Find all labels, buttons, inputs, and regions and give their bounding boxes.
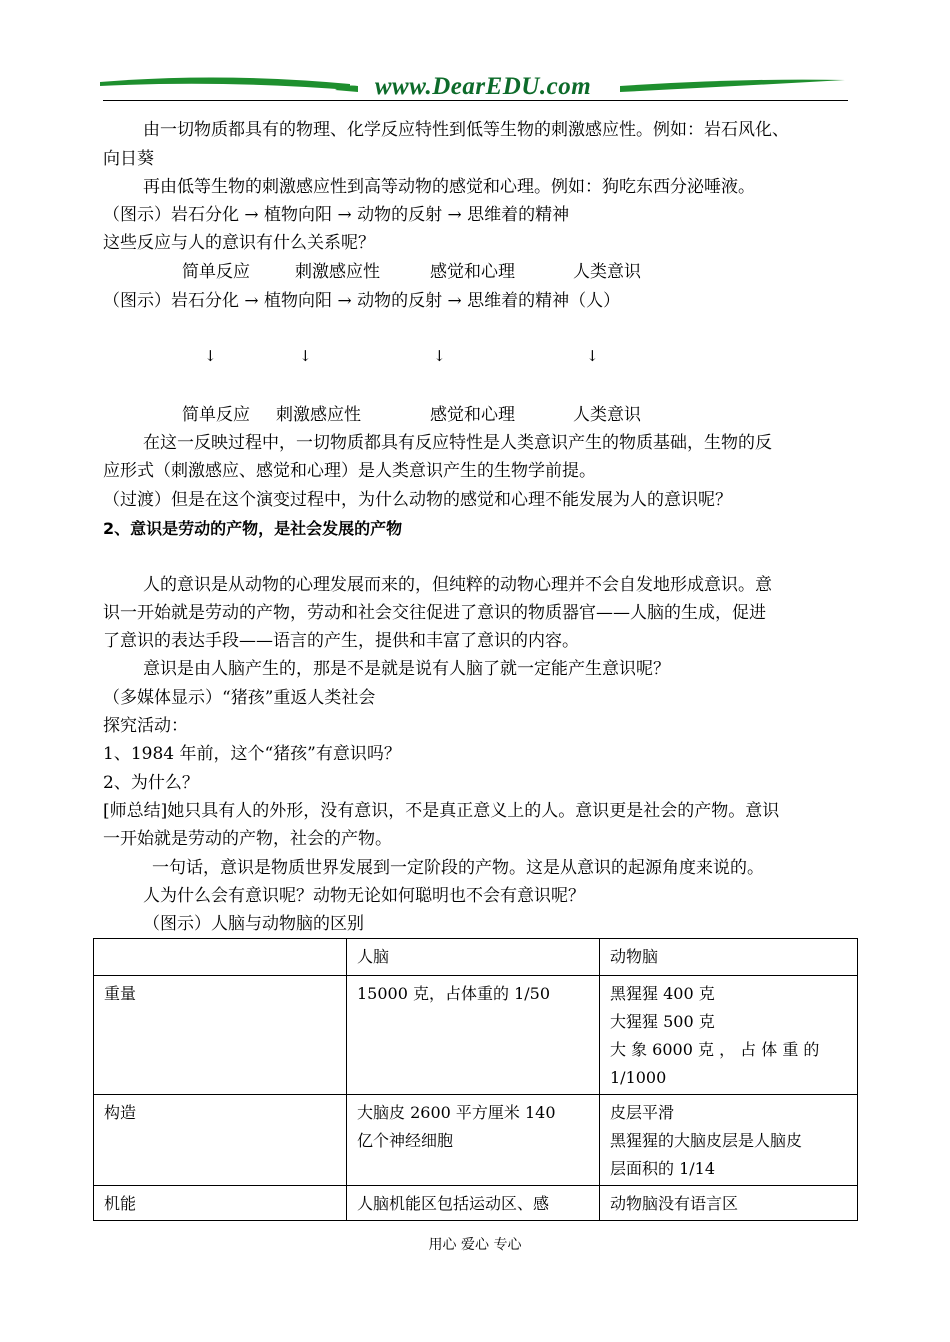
transition-text: （过渡）但是在这个演变过程中，为什么动物的感觉和心理不能发展为人的意识呢？: [103, 490, 732, 510]
paragraph-4-line-1: 人的意识是从动物的心理发展而来的，但纯粹的动物心理并不会自发地形成意识。意: [143, 575, 772, 595]
cell-line: 大猩猩 500 克: [610, 1012, 715, 1031]
down-arrow-icon: ↓: [299, 347, 312, 365]
down-arrow-icon: ↓: [433, 347, 446, 365]
top-label-simple-reaction: 简单反应: [182, 262, 250, 282]
table-header-cell: [94, 939, 347, 976]
table-row: [94, 976, 858, 1095]
down-arrow-icon: ↓: [586, 347, 599, 365]
human-weight-cell: 15000 克，占体重的 1/50: [347, 976, 600, 1095]
paragraph-7: 人为什么会有意识呢？动物无论如何聪明也不会有意识呢？: [143, 886, 585, 906]
cell-line: 大脑皮 2600 平方厘米 140: [357, 1103, 556, 1122]
activity-question-1: 1、1984 年前，这个“猪孩”有意识吗？: [103, 744, 401, 764]
row-label-structure: 构造: [94, 1095, 347, 1186]
animal-structure-cell: [600, 1095, 858, 1186]
bottom-label-consciousness: 人类意识: [573, 405, 641, 425]
footer-motto: 用心 爱心 专心: [428, 1237, 522, 1253]
table-header-cell: 人脑: [347, 939, 600, 976]
cell-line: 大 象 6000 克 ， 占 体 重 的: [610, 1040, 820, 1059]
activity-title: 探究活动：: [103, 716, 188, 736]
cell-line: 亿个神经细胞: [357, 1131, 454, 1150]
bottom-label-stimulus: 刺激感应性: [276, 405, 361, 425]
cell-line: 黑猩猩 400 克: [610, 984, 715, 1003]
down-arrow-icon: ↓: [204, 347, 217, 365]
multimedia-note: （多媒体显示）“猪孩”重返人类社会: [103, 688, 376, 708]
cell-line: 黑猩猩的大脑皮层是人脑皮: [610, 1131, 803, 1150]
section-heading-2: 2、意识是劳动的产物，是社会发展的产物: [103, 519, 403, 538]
paragraph-3-line-2: 应形式（刺激感应、感觉和心理）是人类意识产生的生物学前提。: [103, 461, 596, 481]
paragraph-1-line-2: 向日葵: [103, 149, 154, 169]
site-header-banner: [100, 70, 850, 102]
activity-question-2: 2、为什么？: [103, 773, 199, 793]
brain-comparison-table: [93, 938, 858, 1221]
paragraph-4-line-3: 了意识的表达手段——语言的产生，提供和丰富了意识的内容。: [103, 631, 579, 651]
cell-line: 1/1000: [610, 1068, 667, 1087]
paragraph-2: 再由低等生物的刺激感应性到高等动物的感觉和心理。例如：狗吃东西分泌唾液。: [143, 177, 755, 197]
table-header-row: [94, 939, 858, 976]
paragraph-5: 意识是由人脑产生的，那是不是就是说有人脑了就一定能产生意识呢？: [143, 659, 670, 679]
cell-line: 皮层平滑: [610, 1103, 675, 1122]
paragraph-6: 一句话，意识是物质世界发展到一定阶段的产物。这是从意识的起源角度来说的。: [152, 858, 764, 878]
flow-diagram-1: （图示）岩石分化 → 植物向阳 → 动物的反射 → 思维着的精神: [103, 205, 570, 225]
paragraph-3-line-1: 在这一反映过程中，一切物质都具有反应特性是人类意识产生的物质基础，生物的反: [143, 433, 772, 453]
site-logo-text[interactable]: www.DearEDU.com: [374, 73, 592, 100]
header-divider: [103, 100, 848, 101]
cell-line: 层面积的 1/14: [610, 1159, 716, 1178]
row-label-weight: 重量: [94, 976, 347, 1095]
table-header-cell: 动物脑: [600, 939, 858, 976]
top-label-stimulus: 刺激感应性: [295, 262, 380, 282]
teacher-summary-line-1: [师总结]她只具有人的外形，没有意识，不是真正意义上的人。意识更是社会的产物。意识: [103, 801, 780, 821]
flow-diagram-2: （图示）岩石分化 → 植物向阳 → 动物的反射 → 思维着的精神（人）: [103, 291, 621, 311]
animal-function-cell: 动物脑没有语言区: [600, 1186, 858, 1221]
table-row: [94, 1186, 858, 1221]
row-label-function: 机能: [94, 1186, 347, 1221]
animal-weight-cell: [600, 976, 858, 1095]
teacher-summary-line-2: 一开始就是劳动的产物，社会的产物。: [103, 829, 392, 849]
bottom-label-sensation: 感觉和心理: [430, 405, 515, 425]
human-structure-cell: [347, 1095, 600, 1186]
top-label-sensation: 感觉和心理: [430, 262, 515, 282]
paragraph-4-line-2: 识一开始就是劳动的产物，劳动和社会交往促进了意识的物质器官——人脑的生成，促进: [103, 603, 766, 623]
top-label-consciousness: 人类意识: [573, 262, 641, 282]
bottom-label-simple-reaction: 简单反应: [182, 405, 250, 425]
question-1: 这些反应与人的意识有什么关系呢？: [103, 233, 375, 253]
paragraph-1-line-1: 由一切物质都具有的物理、化学反应特性到低等生物的刺激感应性。例如：岩石风化、: [143, 120, 789, 140]
table-caption: （图示）人脑与动物脑的区别: [143, 914, 364, 934]
human-function-cell: 人脑机能区包括运动区、感: [347, 1186, 600, 1221]
table-row: [94, 1095, 858, 1186]
